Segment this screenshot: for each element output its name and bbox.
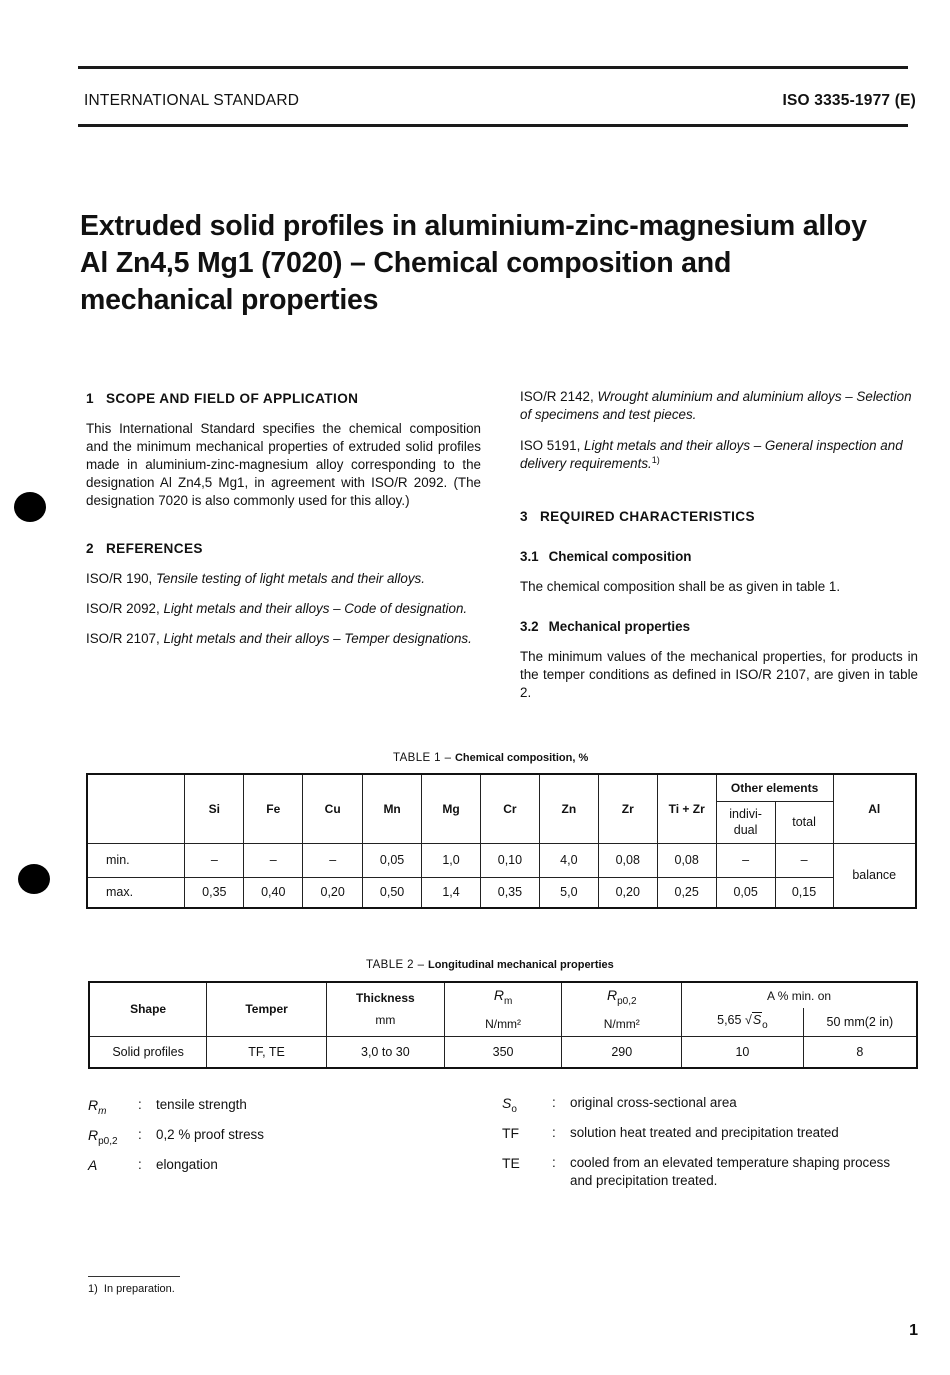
section-3-1-heading: 3.1 Chemical composition (520, 549, 692, 564)
col-header: Ti + Zr (657, 774, 716, 843)
row-label-header (87, 774, 185, 843)
col-header: Zn (539, 774, 598, 843)
page-number: 1 (909, 1322, 918, 1339)
col-header: Cu (303, 774, 363, 843)
section-1-body: This International Standard specifies the chemical composition and the minimum mechanical properties of extruded solid profiles made in aluminium-zinc-magnesium alloy corresponding to the designation Al Zn4,5 Mg1, in agreement with ISO/R 2092. (The designation 7020 is also commonly used for this alloy.) (86, 421, 481, 508)
table-cell: 4,0 (539, 843, 598, 877)
document-title (80, 208, 900, 319)
shape-header: Shape (89, 982, 207, 1036)
table-cell: 0,15 (775, 877, 833, 908)
header-bottom-rule (78, 124, 908, 127)
table-row (89, 1036, 917, 1068)
table-cell: 0,08 (657, 843, 716, 877)
sqrt-symbol: √ (744, 1012, 752, 1027)
table-cell: 0,08 (598, 843, 657, 877)
col-header: Mg (422, 774, 481, 843)
section-3-2-heading: 3.2 Mechanical properties (520, 619, 691, 634)
table-cell: 350 (444, 1036, 562, 1068)
symbol-legend-right (502, 1094, 922, 1188)
col-header: Zr (598, 774, 657, 843)
footnote: 1) In preparation. (88, 1283, 175, 1295)
table-cell: 10 (682, 1036, 804, 1068)
legend-item: $S_o$ : original cross-sectional area (502, 1095, 737, 1115)
title-line-1: Extruded solid profiles in aluminium-zinc-magnesium alloy (80, 210, 867, 242)
elongation-50mm-header: 50 mm(2 in) (803, 1008, 917, 1036)
section-3-2-body: The minimum values of the mechanical properties, for products in the temper conditions as defined in ISO/R 2107, are given in table 2. (520, 649, 918, 700)
table-cell: 0,20 (303, 877, 363, 908)
section-3-1-body: The chemical composition shall be as given in table 1. (520, 579, 841, 594)
table-cell: 0,35 (480, 877, 539, 908)
table-cell: 5,0 (539, 877, 598, 908)
table-mechanical-properties (88, 981, 918, 1069)
reference-item: ISO/R 2142, Wrought aluminium and aluminium alloys – Selection of specimens and test pieces. (520, 389, 912, 422)
table-cell: 0,25 (657, 877, 716, 908)
reference-item: ISO/R 2107, Light metals and their alloys – Temper designations. (86, 631, 472, 646)
legend-item: $R_m$ : tensile strength (88, 1097, 247, 1117)
row-label: min. (87, 843, 185, 877)
footnote-ref: 1) (651, 455, 660, 465)
table-cell: 0,10 (480, 843, 539, 877)
reference-item: ISO 5191, Light metals and their alloys – General inspection and delivery requirements.$^{1)}$ (520, 438, 903, 471)
symbol-legend-left (88, 1096, 468, 1186)
col-header: Cr (480, 774, 539, 843)
col-header: Fe (244, 774, 303, 843)
temper-header: Temper (207, 982, 327, 1036)
header-standard-number: ISO 3335-1977 (E) (782, 92, 916, 109)
al-header: Al (833, 774, 916, 843)
table-2-caption: TABLE 2 – Longitudinal mechanical properties (366, 959, 614, 971)
table-row-max (87, 877, 916, 908)
rp-header: $R_{p0,2}$ N/mm² (562, 982, 682, 1036)
header-left: INTERNATIONAL STANDARD (84, 92, 300, 109)
table-cell: 0,40 (244, 877, 303, 908)
title-line-3: mechanical properties (80, 284, 379, 316)
title-line-2: Al Zn4,5 Mg1 (7020) – Chemical composition and (80, 247, 732, 279)
footnote-rule (88, 1276, 180, 1277)
reference-item: ISO/R 2092, Light metals and their alloys – Code of designation. (86, 601, 468, 616)
reference-item: ISO/R 190, Tensile testing of light metals and their alloys. (86, 571, 425, 586)
table-cell: 8 (803, 1036, 917, 1068)
col-header: Si (185, 774, 244, 843)
elongation-header: A % min. on (682, 982, 917, 1008)
legend-item: TE : cooled from an elevated temperature shaping process and precipitation treated. (502, 1155, 891, 1188)
table-cell: 0,05 (363, 843, 422, 877)
col-header: Mn (363, 774, 422, 843)
table-cell: 290 (562, 1036, 682, 1068)
other-elements-header: Other elements (716, 774, 833, 801)
table-1-caption: TABLE 1 – Chemical composition, % (393, 752, 589, 764)
table-chemical-composition (86, 773, 917, 909)
individual-header: indivi- dual (716, 801, 775, 843)
table-cell: – (716, 843, 775, 877)
punch-hole-bottom (18, 864, 50, 894)
table-row-min (87, 843, 916, 877)
al-balance: balance (833, 843, 916, 908)
table-cell: 0,05 (716, 877, 775, 908)
table-cell: – (775, 843, 833, 877)
right-column (520, 388, 918, 702)
rm-header: $R_m$ N/mm² (444, 982, 562, 1036)
table-cell: 0,35 (185, 877, 244, 908)
legend-item: TF : solution heat treated and precipitation treated (502, 1125, 839, 1141)
section-3-heading: 3 REQUIRED CHARACTERISTICS (520, 509, 755, 524)
table-cell: 0,50 (363, 877, 422, 908)
elongation-sqrt-header: 5,65 $√S_o$ (682, 1008, 804, 1036)
thickness-header: Thickness mm (326, 982, 444, 1036)
legend-item: $R_{p0,2}$ : 0,2 % proof stress (88, 1127, 264, 1147)
table-cell: Solid profiles (89, 1036, 207, 1068)
table-cell: – (303, 843, 363, 877)
section-1-heading: 1 SCOPE AND FIELD OF APPLICATION (86, 391, 359, 406)
top-rule (78, 66, 908, 69)
section-2-heading: 2 REFERENCES (86, 541, 203, 556)
punch-hole-top (14, 492, 46, 522)
legend-item: A : elongation (88, 1157, 218, 1173)
row-label: max. (87, 877, 185, 908)
table-cell: 3,0 to 30 (326, 1036, 444, 1068)
table-cell: TF, TE (207, 1036, 327, 1068)
table-cell: 1,4 (422, 877, 481, 908)
left-column (86, 390, 481, 648)
table-cell: 1,0 (422, 843, 481, 877)
table-cell: 0,20 (598, 877, 657, 908)
table-cell: – (185, 843, 244, 877)
total-header: total (775, 801, 833, 843)
table-cell: – (244, 843, 303, 877)
